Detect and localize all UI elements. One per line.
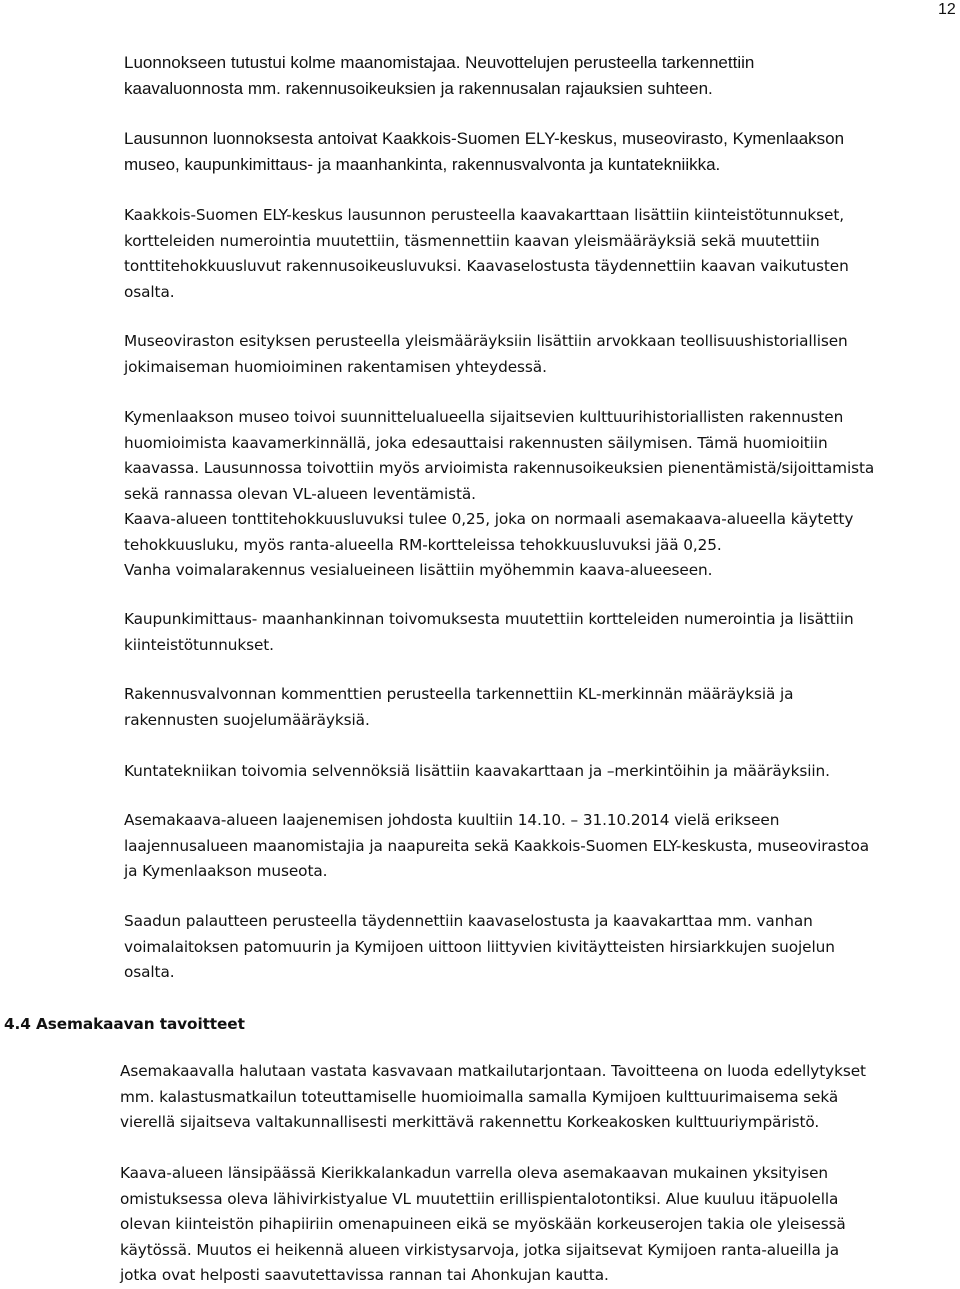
text-line: rakennusten suojelumääräyksiä. — [124, 710, 370, 729]
paragraph-west-end — [120, 1161, 950, 1289]
page-number: 12 — [938, 1, 956, 18]
paragraph-plan-expansion — [124, 808, 954, 885]
text-line: huomioimista kaavamerkinnällä, joka edesauttaisi rakennusten säilymisen. Tämä huomioitiin — [124, 433, 828, 452]
text-line: Kaakkois-Suomen ELY-keskus lausunnon perusteella kaavakarttaan lisättiin kiinteistötunnukset, — [124, 206, 844, 224]
paragraph-municipal-engineering — [124, 759, 954, 785]
text-line: Asemakaavalla halutaan vastata kasvavaan matkailutarjontaan. Tavoitteena on luoda edellytykset — [120, 1062, 866, 1080]
text-line: kaavaluonnosta mm. rakennusoikeuksien ja rakennusalan rajauksien suhteen. — [124, 78, 713, 98]
paragraph-plan-goals — [120, 1059, 950, 1136]
text-line: kortteleiden numerointia muutettiin, täsmennettiin kaavan yleismääräyksiä sekä muutettiin — [124, 231, 820, 250]
text-line: ja Kymenlaakson museota. — [124, 862, 328, 880]
text-line: Saadun palautteen perusteella täydennettiin kaavaselostusta ja kaavakarttaa mm. vanhan — [124, 912, 813, 930]
text-line: voimalaitoksen patomuurin ja Kymijoen uittoon liittyvien kivitäytteisten hirsiarkkujen suojelun — [124, 937, 835, 956]
text-line: tonttitehokkuusluvut rakennusoikeusluvuksi. Kaavaselostusta täydennettiin kaavan vaikutusten — [124, 257, 849, 275]
text-line: tehokkuusluku, myös ranta-alueella RM-kortteleissa tehokkuusluvuksi jää 0,25. — [124, 535, 722, 554]
text-line: omistuksessa oleva lähivirkistyalue VL muutettiin erillispientalotontiksi. Alue kuuluu itäpuolella — [120, 1189, 839, 1208]
text-line: Kymenlaakson museo toivoi suunnittelualueella sijaitsevien kulttuurihistoriallisten rakennusten — [124, 408, 844, 426]
text-line: Kaava-alueen länsipäässä Kierikkalankadun varrella oleva asemakaavan mukainen yksityisen — [120, 1164, 829, 1182]
paragraph-city-survey — [124, 607, 954, 658]
text-line: Kuntatekniikan toivomia selvennöksiä lisättiin kaavakarttaan ja –merkintöihin ja määräyksiin. — [124, 762, 830, 780]
text-line: kiinteistötunnukset. — [124, 635, 274, 654]
text-line: mm. kalastusmatkailun toteuttamiselle huomioimalla samalla Kymijoen kulttuurimaisema sekä — [120, 1087, 839, 1106]
paragraph-heritage-agency — [124, 329, 954, 380]
text-line: Luonnokseen tutustui kolme maanomistajaa. Neuvottelujen perusteella tarkennettiin — [124, 53, 755, 72]
section-heading: 4.4 Asemakaavan tavoitteet — [4, 1015, 245, 1033]
text-line: sekä rannassa olevan VL-alueen leventämistä. — [124, 484, 476, 503]
paragraph-feedback — [124, 909, 954, 986]
text-line: Asemakaava-alueen laajenemisen johdosta kuultiin 14.10. – 31.10.2014 vielä erikseen — [124, 811, 780, 829]
paragraph-statements-given — [124, 126, 954, 177]
text-line: jotka ovat helposti saavutettavissa rannan tai Ahonkujan kautta. — [120, 1266, 609, 1284]
text-line: osalta. — [124, 282, 175, 301]
text-line: Lausunnon luonnoksesta antoivat Kaakkois-Suomen ELY-keskus, museovirasto, Kymenlaakson — [124, 129, 845, 148]
text-line: Kaupunkimittaus- maanhankinnan toivomuksesta muutettiin kortteleiden numerointia ja lisättiin — [124, 610, 854, 628]
text-line: laajennusalueen maanomistajia ja naapureita sekä Kaakkois-Suomen ELY-keskusta, museovirastoa — [124, 836, 869, 855]
text-line: osalta. — [124, 963, 175, 981]
text-line: kaavassa. Lausunnossa toivottiin myös arvioimista rakennusoikeuksien pienentämistä/sijoittamista — [124, 459, 875, 477]
text-line: vierellä sijaitseva valtakunnallisesti merkittävä rakennettu Korkeakosken kulttuuriympäristö. — [120, 1113, 820, 1131]
paragraph-building-control — [124, 682, 954, 733]
paragraph-ely-centre — [124, 203, 954, 305]
text-line: olevan kiinteistön pihapiiriin omenapuineen eikä se myöskään korkeuserojen takia ole yleisessä — [120, 1215, 846, 1233]
text-line: museo, kaupunkimittaus- ja maanhankinta, rakennusvalvonta ja kuntatekniikka. — [124, 154, 721, 174]
paragraph-kymenlaakso-museum — [124, 405, 954, 584]
text-line: Museoviraston esityksen perusteella yleismääräyksiin lisättiin arvokkaan teollisuushistoriallisen — [124, 332, 848, 350]
text-line: Kaava-alueen tonttitehokkuusluvuksi tulee 0,25, joka on normaali asemakaava-alueella käytetty — [124, 510, 854, 528]
text-line: jokimaiseman huomioiminen rakentamisen yhteydessä. — [124, 357, 547, 376]
paragraph-draft-review — [124, 50, 954, 101]
text-line: Rakennusvalvonnan kommenttien perusteella tarkennettiin KL-merkinnän määräyksiä ja — [124, 685, 794, 703]
text-line: käytössä. Muutos ei heikennä alueen virkistysarvoja, jotka sijaitsevat Kymijoen ranta-alueilla ja — [120, 1240, 840, 1259]
text-line: Vanha voimalarakennus vesialueineen lisättiin myöhemmin kaava-alueeseen. — [124, 561, 713, 579]
